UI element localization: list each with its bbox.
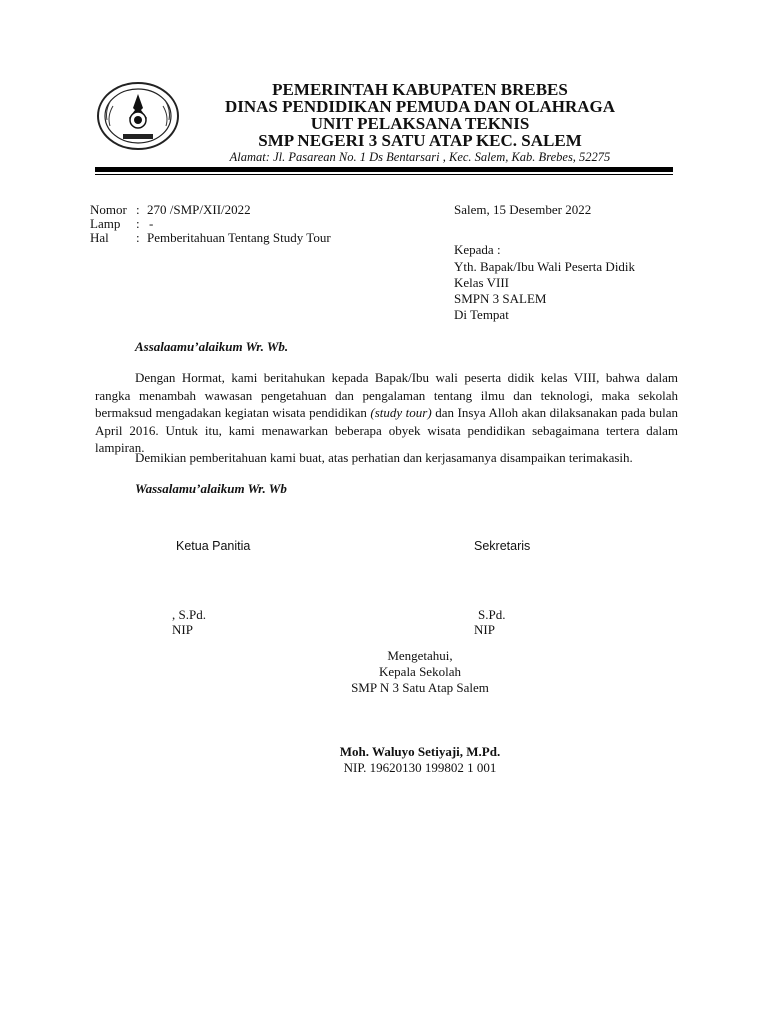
closing-greeting: Wassalamu’alaikum Wr. Wb xyxy=(135,481,287,496)
chairman-name: , S.Pd. xyxy=(172,607,206,622)
body-text-a: Dengan Hormat, kami beritahukan kepada Bapak/Ibu wali peserta didik kelas VIII, bahwa dalam rangka menambah wawasan pengetahuan dan pengalaman tentang ilmu dan teknologi, maka sekolah bermaksud mengadakan kegiatan wisata pendidikan xyxy=(95,370,678,420)
letterhead-address: Alamat: Jl. Pasarean No. 1 Ds Bentarsari , Kec. Salem, Kab. Brebes, 52275 xyxy=(229,150,611,164)
nomor-label: Nomor xyxy=(90,202,127,217)
opening-greeting: Assalaamu’alaikum Wr. Wb. xyxy=(135,339,289,354)
letterhead-department: DINAS PENDIDIKAN PEMUDA DAN OLAHRAGA xyxy=(224,97,616,116)
secretary-nip: NIP xyxy=(474,622,495,637)
letterhead-divider xyxy=(95,167,673,172)
letterhead-government: PEMERINTAH KABUPATEN BREBES xyxy=(272,80,568,99)
recipient-place: Di Tempat xyxy=(454,307,509,322)
body-paragraph xyxy=(95,369,678,457)
letterhead-unit: UNIT PELAKSANA TEKNIS xyxy=(310,114,530,133)
body-text-b: dan Insya Alloh akan dilaksanakan pada bulan April 2016. Untuk itu, kami menawarkan beberapa obyek wisata pendidikan sebagaimana tertera dalam lampiran. xyxy=(95,405,678,455)
recipient-to: Kepada : xyxy=(454,242,501,257)
letterhead-school: SMP NEGERI 3 SATU ATAP KEC. SALEM xyxy=(258,131,582,150)
chairman-nip: NIP xyxy=(172,622,193,637)
lamp-colon: : xyxy=(136,216,140,231)
lamp-value: - xyxy=(149,216,154,231)
approval-position: Kepala Sekolah xyxy=(379,664,461,679)
chairman-title: Ketua Panitia xyxy=(176,539,251,553)
approval-school: SMP N 3 Satu Atap Salem xyxy=(351,680,489,695)
letter-date: Salem, 15 Desember 2022 xyxy=(454,202,592,217)
letterhead-divider-thin xyxy=(95,174,673,175)
hal-label: Hal xyxy=(90,230,109,245)
principal-nip: NIP. 19620130 199802 1 001 xyxy=(343,760,497,775)
nomor-colon: : xyxy=(136,202,140,217)
secretary-title: Sekretaris xyxy=(474,539,531,553)
letterhead xyxy=(0,0,768,180)
nomor-value: 270 /SMP/XII/2022 xyxy=(147,202,251,217)
approval-acknowledged: Mengetahui, xyxy=(387,648,453,663)
hal-value: Pemberitahuan Tentang Study Tour xyxy=(147,230,331,245)
approval-block xyxy=(250,648,590,696)
recipient-class: Kelas VIII xyxy=(454,275,509,290)
hal-colon: : xyxy=(136,230,140,245)
recipient-school: SMPN 3 SALEM xyxy=(454,291,547,306)
principal-name: Moh. Waluyo Setiyaji, M.Pd. xyxy=(339,744,501,759)
closing-paragraph: Demikian pemberitahuan kami buat, atas perhatian dan kerjasamanya disampaikan terimakasih. xyxy=(135,450,633,465)
lamp-label: Lamp xyxy=(90,216,121,231)
secretary-name: S.Pd. xyxy=(478,607,506,622)
study-tour-term: (study tour) xyxy=(370,405,432,420)
recipient-name: Yth. Bapak/Ibu Wali Peserta Didik xyxy=(454,259,636,274)
principal-signature xyxy=(250,744,590,776)
regency-emblem-icon xyxy=(95,80,181,152)
